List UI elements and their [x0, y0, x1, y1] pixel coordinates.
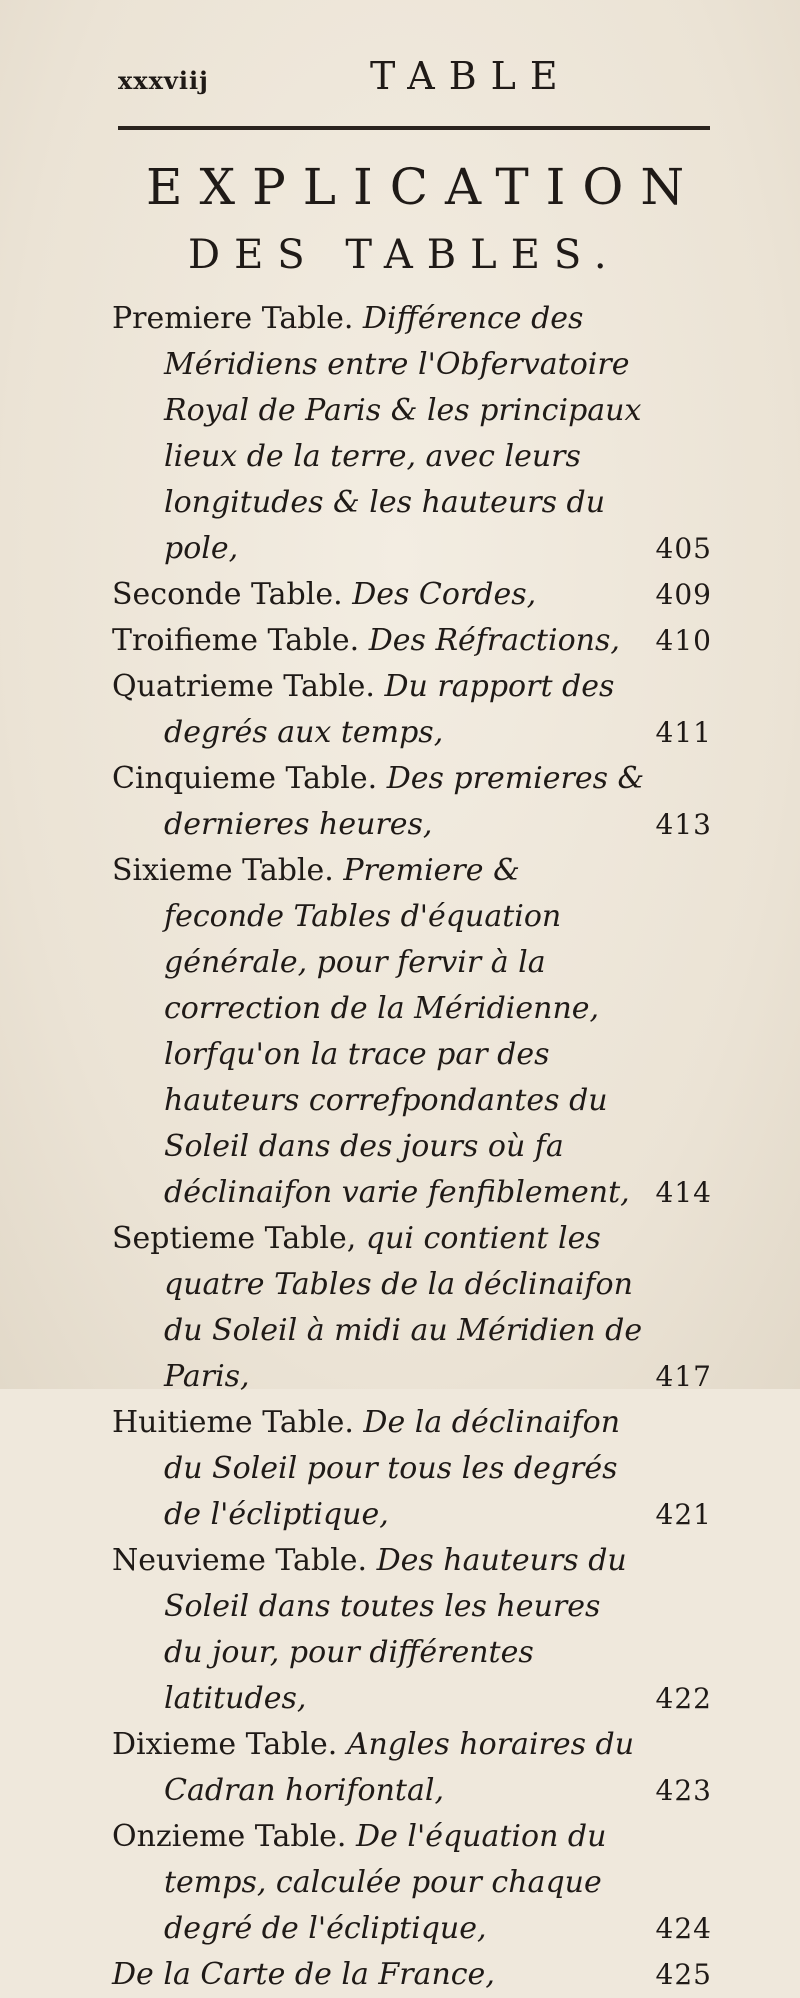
- entry-description: Des premieres & dernieres heures,: [164, 761, 645, 842]
- entry-description: Des Cordes,: [352, 577, 537, 612]
- entry-lead: Sixieme Table.: [112, 853, 334, 888]
- entry-lead: Dixieme Table.: [112, 1727, 338, 1762]
- entry-page-number: 424: [655, 1912, 712, 1945]
- entry-page-number: 410: [655, 624, 712, 657]
- entry-page-number: 423: [655, 1774, 712, 1807]
- entry-description: Premiere & feconde Tables d'équation générale, pour fervir à la correction de la Méridienne, lorfqu'on la trace par des hauteurs correfpondantes du Soleil dans des jours où fa déclinaifon varie fenfiblement,: [164, 853, 630, 1210]
- entry-lead: Neuvieme Table.: [112, 1543, 368, 1578]
- toc-entry: [112, 618, 712, 664]
- toc-entry: [112, 1400, 712, 1538]
- entry-lead: Premiere Table.: [112, 301, 354, 336]
- section-subtitle: DES TABLES.: [188, 232, 621, 278]
- entry-lead: Cinquieme Table.: [112, 761, 378, 796]
- entry-page-number: 413: [655, 808, 712, 841]
- entry-lead: Troifieme Table.: [112, 623, 360, 658]
- toc-entry: [112, 848, 712, 1216]
- toc-entry: [112, 1952, 712, 1998]
- entry-description: De l'équation du temps, calculée pour chaque degré de l'écliptique,: [164, 1819, 607, 1946]
- entry-description: Du rapport des degrés aux temps,: [164, 669, 615, 750]
- toc-entry: [112, 572, 712, 618]
- entry-description: De la Carte de la France,: [112, 1957, 495, 1992]
- entry-description: Angles horaires du Cadran horifontal,: [164, 1727, 635, 1808]
- page-folio: xxxviij: [118, 66, 209, 95]
- toc-entry: [112, 1814, 712, 1952]
- toc-entry: [112, 296, 712, 572]
- entry-description: Des hauteurs du Soleil dans toutes les heures du jour, pour différentes latitudes,: [164, 1543, 627, 1716]
- entry-lead: Septieme Table,: [112, 1221, 357, 1256]
- toc-entry: [112, 1216, 712, 1400]
- toc-entry: [112, 1538, 712, 1722]
- entry-lead: Onzieme Table.: [112, 1819, 347, 1854]
- toc-entry: [112, 664, 712, 756]
- table-of-contents: [112, 296, 712, 1998]
- entry-page-number: 405: [655, 532, 712, 565]
- entry-lead: Quatrieme Table.: [112, 669, 375, 704]
- entry-page-number: 409: [655, 578, 712, 611]
- entry-description: De la déclinaifon du Soleil pour tous les degrés de l'écliptique,: [164, 1405, 621, 1532]
- entry-lead: Huitieme Table.: [112, 1405, 354, 1440]
- entry-page-number: 421: [655, 1498, 712, 1531]
- entry-description: Différence des Méridiens entre l'Obfervatoire Royal de Paris & les principaux lieux de la terre, avec leurs longitudes & les hauteurs du pole,: [164, 301, 642, 566]
- section-title: EXPLICATION: [146, 158, 702, 216]
- header-rule: [118, 126, 710, 130]
- entry-page-number: 417: [655, 1360, 712, 1393]
- running-title: TABLE: [370, 54, 572, 98]
- running-head: [118, 52, 678, 100]
- toc-entry: [112, 1722, 712, 1814]
- entry-page-number: 414: [655, 1176, 712, 1209]
- entry-lead: Seconde Table.: [112, 577, 343, 612]
- entry-description: qui contient les quatre Tables de la déclinaifon du Soleil à midi au Méridien de Paris,: [164, 1221, 643, 1394]
- entry-description: Des Réfractions,: [368, 623, 620, 658]
- entry-page-number: 411: [655, 716, 712, 749]
- entry-page-number: 425: [655, 1958, 712, 1991]
- entry-page-number: 422: [655, 1682, 712, 1715]
- toc-entry: [112, 756, 712, 848]
